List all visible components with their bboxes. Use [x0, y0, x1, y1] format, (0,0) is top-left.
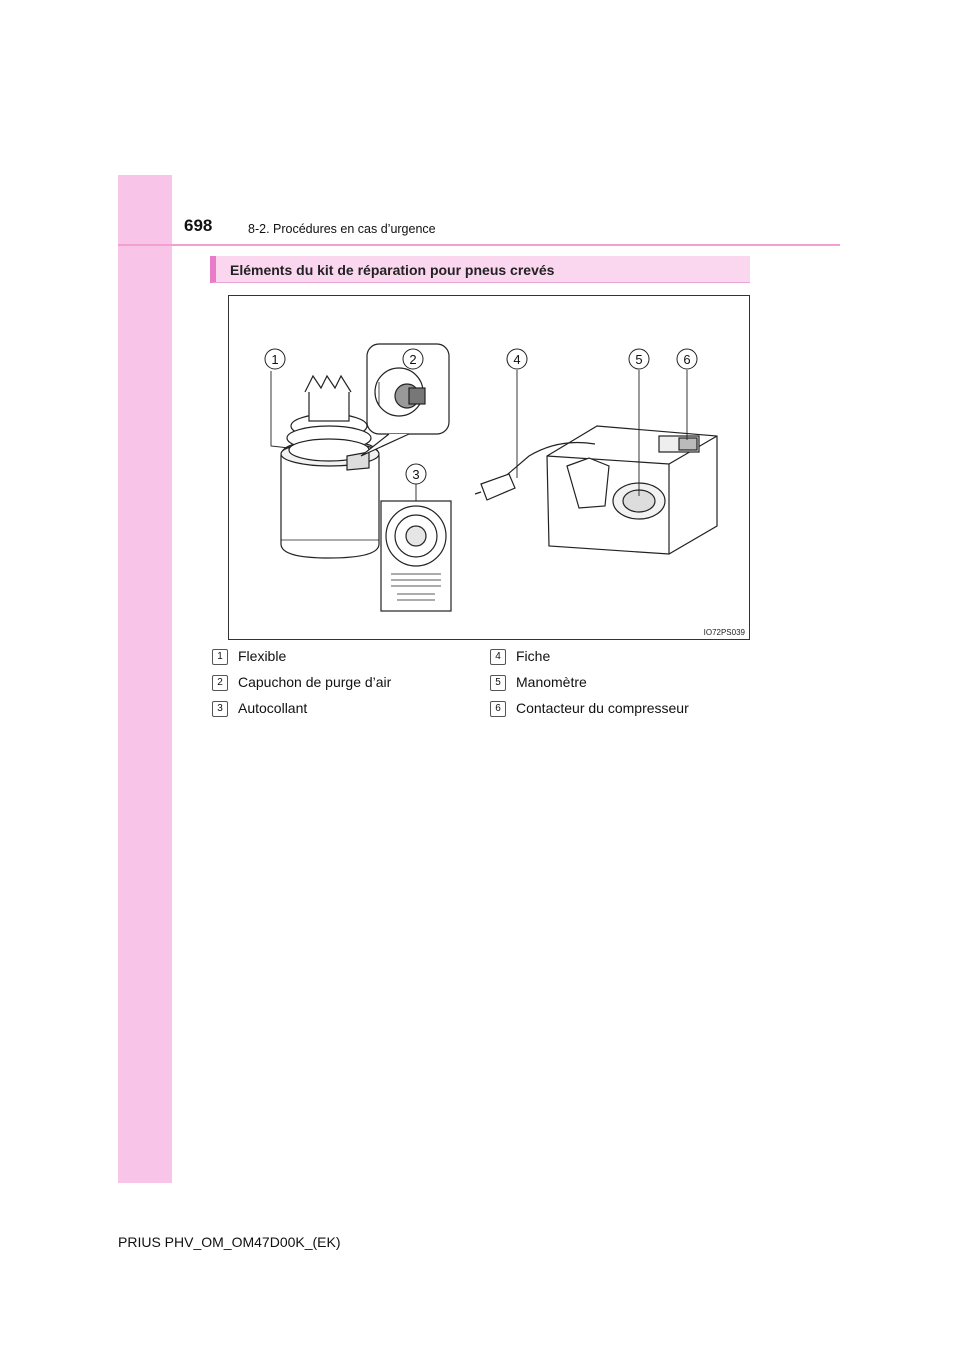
compressor-drawing	[475, 370, 717, 554]
legend-item	[212, 648, 286, 665]
legend-item	[490, 648, 550, 665]
legend-number: 3	[212, 701, 228, 717]
heading-title: Eléments du kit de réparation pour pneus crevés	[230, 262, 555, 278]
sticker-drawing	[381, 464, 451, 611]
legend-number: 1	[212, 649, 228, 665]
legend-number: 5	[490, 675, 506, 691]
legend-label: Capuchon de purge d’air	[238, 674, 392, 690]
legend-item	[212, 700, 307, 717]
legend-number: 4	[490, 649, 506, 665]
callout-6: 6	[683, 352, 691, 367]
illustration	[228, 295, 750, 640]
legend-number: 6	[490, 701, 506, 717]
legend-label: Contacteur du compresseur	[516, 700, 689, 716]
section-title: 8-2. Procédures en cas d’urgence	[248, 222, 436, 236]
callout-2: 2	[409, 352, 417, 367]
legend-label: Fiche	[516, 648, 551, 664]
sealant-bottle-drawing	[271, 371, 379, 558]
callout-1: 1	[271, 352, 279, 367]
legend-item	[490, 700, 689, 717]
side-margin-band	[118, 175, 172, 1183]
callout-3: 3	[412, 467, 420, 482]
legend-label: Flexible	[238, 648, 287, 664]
legend-number: 2	[212, 675, 228, 691]
callout-5: 5	[635, 352, 643, 367]
header-divider	[118, 244, 840, 246]
legend-item	[490, 674, 587, 691]
legend-label: Manomètre	[516, 674, 587, 690]
legend-label: Autocollant	[238, 700, 308, 716]
legend-item	[212, 674, 391, 691]
footer-doc-code: PRIUS PHV_OM_OM47D00K_(EK)	[118, 1234, 341, 1250]
page-number: 698	[184, 216, 213, 235]
callout-4: 4	[513, 352, 521, 367]
figure-code: IO72PS039	[703, 628, 745, 637]
heading-bar	[210, 256, 750, 283]
